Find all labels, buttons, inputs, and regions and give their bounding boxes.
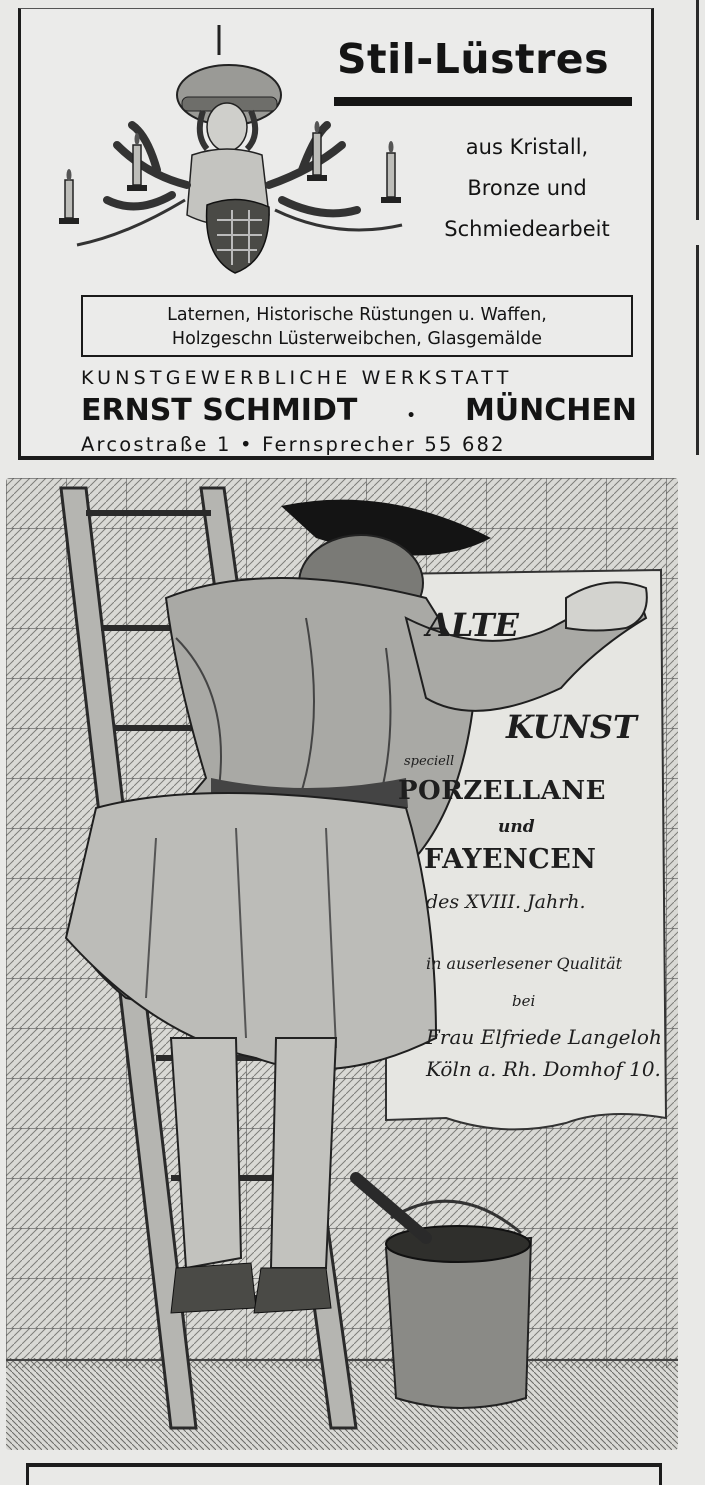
poster-illustration [6, 478, 678, 1450]
next-ad-border [26, 1463, 662, 1467]
product-line: Holzgeschn Lüsterweibchen, Glasgemälde [171, 329, 543, 349]
company-city: MÜNCHEN [464, 393, 637, 428]
page-edge-rule [696, 245, 699, 455]
poster-line-bei: bei [512, 992, 536, 1010]
separator-dot: • [406, 408, 416, 424]
headline-underline [334, 97, 632, 106]
material-line: Schmiedearbeit [444, 217, 610, 241]
workshop-label: KUNSTGEWERBLICHE WERKSTATT [81, 367, 513, 389]
materials-list [409, 127, 645, 250]
poster-line-alte: ALTE [426, 606, 519, 644]
next-ad-border [26, 1463, 29, 1485]
poster-line-name: Frau Elfriede Langeloh [426, 1025, 662, 1049]
page-edge-rule [696, 0, 699, 220]
poster-line-address: Köln a. Rh. Domhof 10. [426, 1057, 661, 1081]
headline: Stil-Lüstres [337, 35, 609, 83]
next-ad-border [659, 1463, 662, 1485]
company-line [81, 393, 637, 428]
poster-line-quality: in auserlesener Qualität [426, 954, 623, 973]
poster-line-fayencen: FAYENCEN [424, 844, 597, 875]
chandelier-advertisement [18, 8, 654, 460]
poster-line-kunst: KUNST [506, 708, 637, 746]
product-box [81, 295, 633, 357]
poster-line-century: des XVIII. Jahrh. [426, 891, 586, 913]
address-line: Arcostraße 1 • Fernsprecher 55 682 [81, 433, 506, 456]
company-name: ERNST SCHMIDT [81, 393, 358, 428]
poster-line-und: und [498, 817, 535, 837]
product-line: Laternen, Historische Rüstungen u. Waffen, [167, 305, 547, 325]
poster-line-speciell: speciell [404, 754, 455, 769]
material-line: Bronze und [467, 176, 587, 200]
material-line: aus Kristall, [465, 135, 589, 159]
poster-line-porzellane: PORZELLANE [398, 776, 606, 806]
